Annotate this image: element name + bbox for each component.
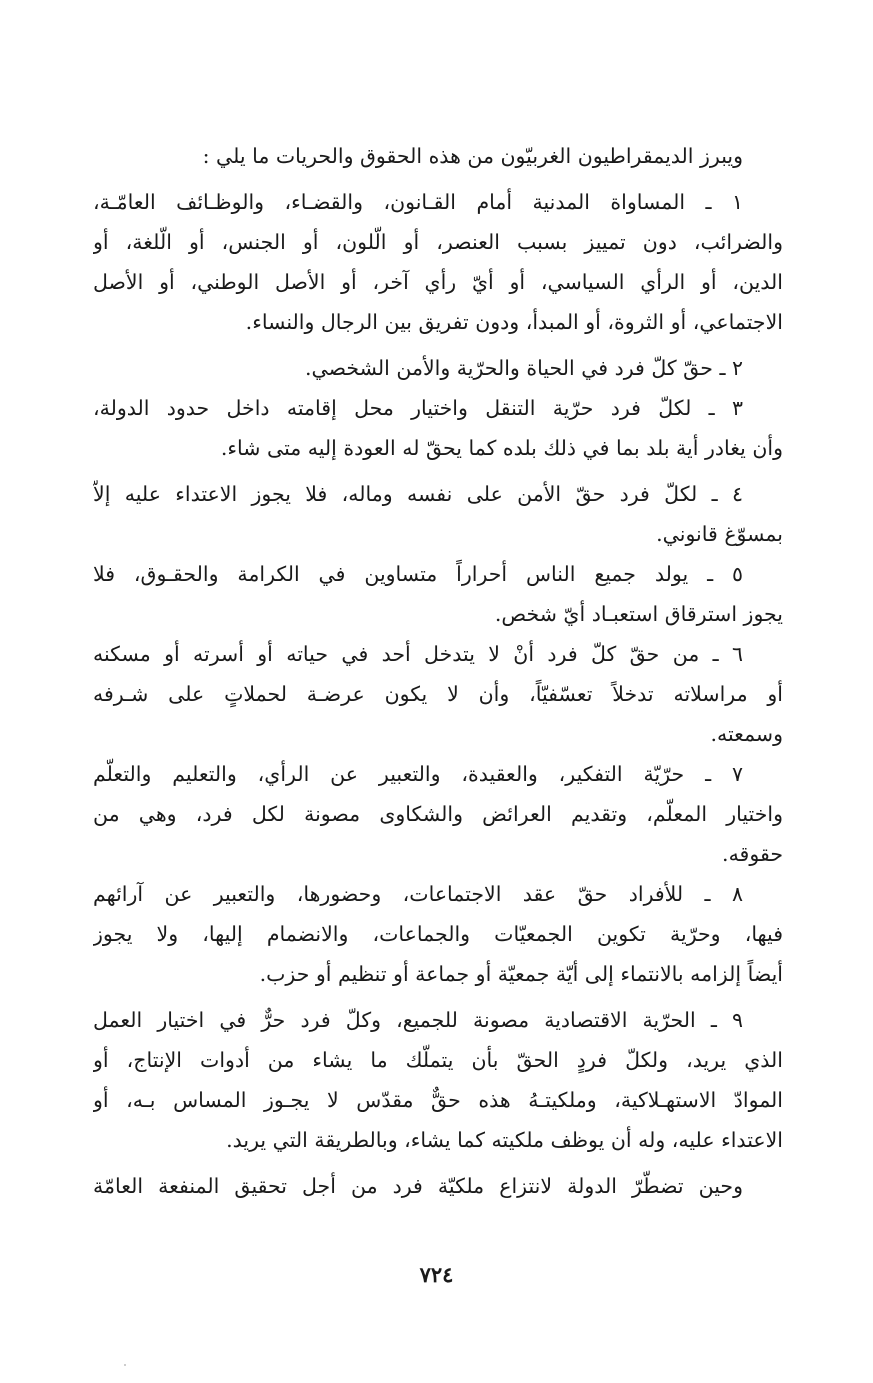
list-item-line: ٦ ـ من حقّ كلّ فرد أنْ لا يتدخل أحد في حياته أو أسرته أو مسكنه [93,642,743,666]
list-item-line: الموادّ الاستهـلاكية، وملكيتـهُ هذه حقٌّ مقدّس لا يجـوز المساس بـه، أو [93,1088,783,1112]
list-item-1 [93,182,783,342]
list-item-line: فيها، وحرّية تكوين الجمعيّات والجماعات، والانضمام إليها، ولا يجوز [93,922,783,946]
intro-line: ويبرز الديمقراطيون الغربيّون من هذه الحقوق والحريات ما يلي : [202,144,743,168]
list-item-2 [93,348,783,388]
list-item-line: ٥ ـ يولد جميع الناس أحراراً متساوين في الكرامة والحقـوق، فلا [93,562,743,586]
list-item-line: ٩ ـ الحرّية الاقتصادية مصونة للجميع، وكلّ فرد حرٌّ في اختيار العمل [93,1008,743,1032]
list-item-line: واختيار المعلّم، وتقديم العرائض والشكاوى مصونة لكل فرد، وهي من [93,802,783,826]
list-item-line: ٣ ـ لكلّ فرد حرّية التنقل واختيار محل إقامته داخل حدود الدولة، [93,396,743,420]
list-item-line: الدين، أو الرأي السياسي، أو أيّ رأي آخر، أو الأصل الوطني، أو الأصل [93,270,783,294]
intro-paragraph [93,136,783,176]
list-item-line: ٧ ـ حرّيّة التفكير، والعقيدة، والتعبير عن الرأي، والتعليم والتعلّم [93,762,743,786]
list-item-line: والضرائب، دون تمييز بسبب العنصر، أو الّلون، أو الجنس، أو الّلغة، أو [93,230,783,254]
list-item-line: الذي يريد، ولكلّ فردٍ الحقّ بأن يتملّك ما يشاء من أدوات الإنتاج، أو [93,1048,783,1072]
scan-speck [124,1364,126,1366]
list-item-4 [93,474,783,554]
list-item-line: أيضاً إلزامه بالانتماء إلى أيّة جمعيّة أو جماعة أو تنظيم أو حزب. [259,962,783,986]
list-item-line: ٨ ـ للأفراد حقّ عقد الاجتماعات، وحضورها، والتعبير عن آرائهم [93,882,743,906]
list-item-5 [93,554,783,634]
page-number: ٧٢٤ [419,1262,454,1287]
list-item-line: الاجتماعي، أو الثروة، أو المبدأ، ودون تفريق بين الرجال والنساء. [245,310,783,334]
list-item-line: الاعتداء عليه، وله أن يوظف ملكيته كما يشاء، وبالطريقة التي يريد. [226,1128,783,1152]
list-item-line: وأن يغادر أية بلد بما في ذلك بلده كما يحقّ له العودة إليه متى شاء. [220,436,783,460]
list-item-6 [93,634,783,754]
list-item-8 [93,874,783,994]
list-item-7 [93,754,783,874]
list-item-9 [93,1000,783,1160]
list-item-line: ١ ـ المساواة المدنية أمام القـانون، والقضـاء، والوظـائف العامّـة، [93,190,743,214]
list-item-line: بمسوّغ قانوني. [656,522,783,546]
list-item-line: ٢ ـ حقّ كلّ فرد في الحياة والحرّية والأمن الشخصي. [305,356,743,380]
list-item-line: أو مراسلاته تدخلاً تعسّفيّاً، وأن لا يكون عرضـة لحملاتٍ على شـرفه [93,682,783,706]
closing-line: وحين تضطّرّ الدولة لانتزاع ملكيّة فرد من أجل تحقيق المنفعة العامّة [93,1174,743,1198]
list-item-line: وسمعته. [710,722,783,746]
page-body-text [93,136,783,1206]
list-item-line: ٤ ـ لكلّ فرد حقّ الأمن على نفسه وماله، فلا يجوز الاعتداء عليه إلاّ [93,482,743,506]
list-item-line: حقوقه. [722,842,783,866]
list-item-line: يجوز استرقاق استعبـاد أيّ شخص. [494,602,783,626]
closing-paragraph [93,1166,783,1206]
list-item-3 [93,388,783,468]
